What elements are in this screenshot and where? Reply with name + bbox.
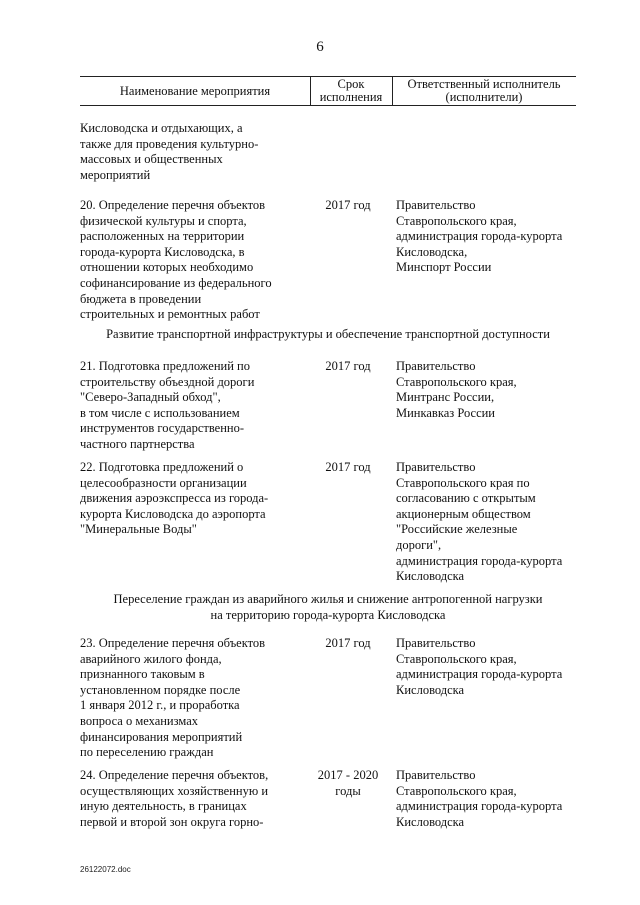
row-responsible: Правительство Ставропольского края, администрация города-курорта Кисловодска [396,768,563,829]
row-event-name: 21. Подготовка предложений по строительству объездной дороги "Северо-Западный обход", в том числе с использованием инструментов государственно- частного партнерства [80,359,255,451]
row-event-name: 23. Определение перечня объектов аварийного жилого фонда, признанного таковым в установленном порядке после 1 января 2012 г., и проработка вопроса о механизмах финансирования мероприятий по переселению граждан [80,636,266,760]
header-event-name-label: Наименование мероприятия [119,83,271,98]
row-deadline: 2017 год [325,359,371,373]
row-responsible: Правительство Ставропольского края, администрация города-курорта Кисловодска [396,636,563,697]
row-event-name: Кисловодска и отдыхающих, а также для проведения культурно- массовых и общественных мероприятий [80,121,259,182]
section-heading-resettlement: Переселение граждан из аварийного жилья и снижение антропогенной нагрузки на территорию города-курорта Кисловодска [113,592,543,622]
header-responsible [392,77,576,105]
row-deadline: 2017 год [325,460,371,474]
header-deadline [310,77,393,105]
section-heading-transport: Развитие транспортной инфраструктуры и обеспечение транспортной доступности [106,327,550,341]
header-responsible-label: Ответственный исполнитель (исполнители) [407,77,561,104]
page-number: 6 [316,39,324,55]
row-event-name: 24. Определение перечня объектов, осуществляющих хозяйственную и иную деятельность, в границах первой и второй зон округа горно- [80,768,269,829]
row-event-name: 20. Определение перечня объектов физической культуры и спорта, расположенных на территории города-курорта Кисловодска, в отношении которых необходимо софинансирование из федерального бюджета в проведении строительных и ремонтных работ [80,198,272,322]
row-deadline: 2017 - 2020 годы [317,768,379,798]
row-deadline: 2017 год [325,198,371,212]
row-deadline: 2017 год [325,636,371,650]
header-event-name [80,77,311,105]
header-deadline-label: Срок исполнения [319,77,383,104]
table-header [80,76,576,106]
row-responsible: Правительство Ставропольского края по согласованию с открытым акционерным обществом "Российские железные дороги", администрация города-курорта Кисловодска [396,460,563,584]
row-responsible: Правительство Ставропольского края, Минтранс России, Минкавказ России [396,359,517,420]
document-filename: 26122072.doc [80,865,131,874]
row-responsible: Правительство Ставропольского края, администрация города-курорта Кисловодска, Минспорт России [396,198,563,275]
row-event-name: 22. Подготовка предложений о целесообразности организации движения аэроэкспресса из города- курорта Кисловодска до аэропорта "Минеральные Воды" [80,460,269,537]
